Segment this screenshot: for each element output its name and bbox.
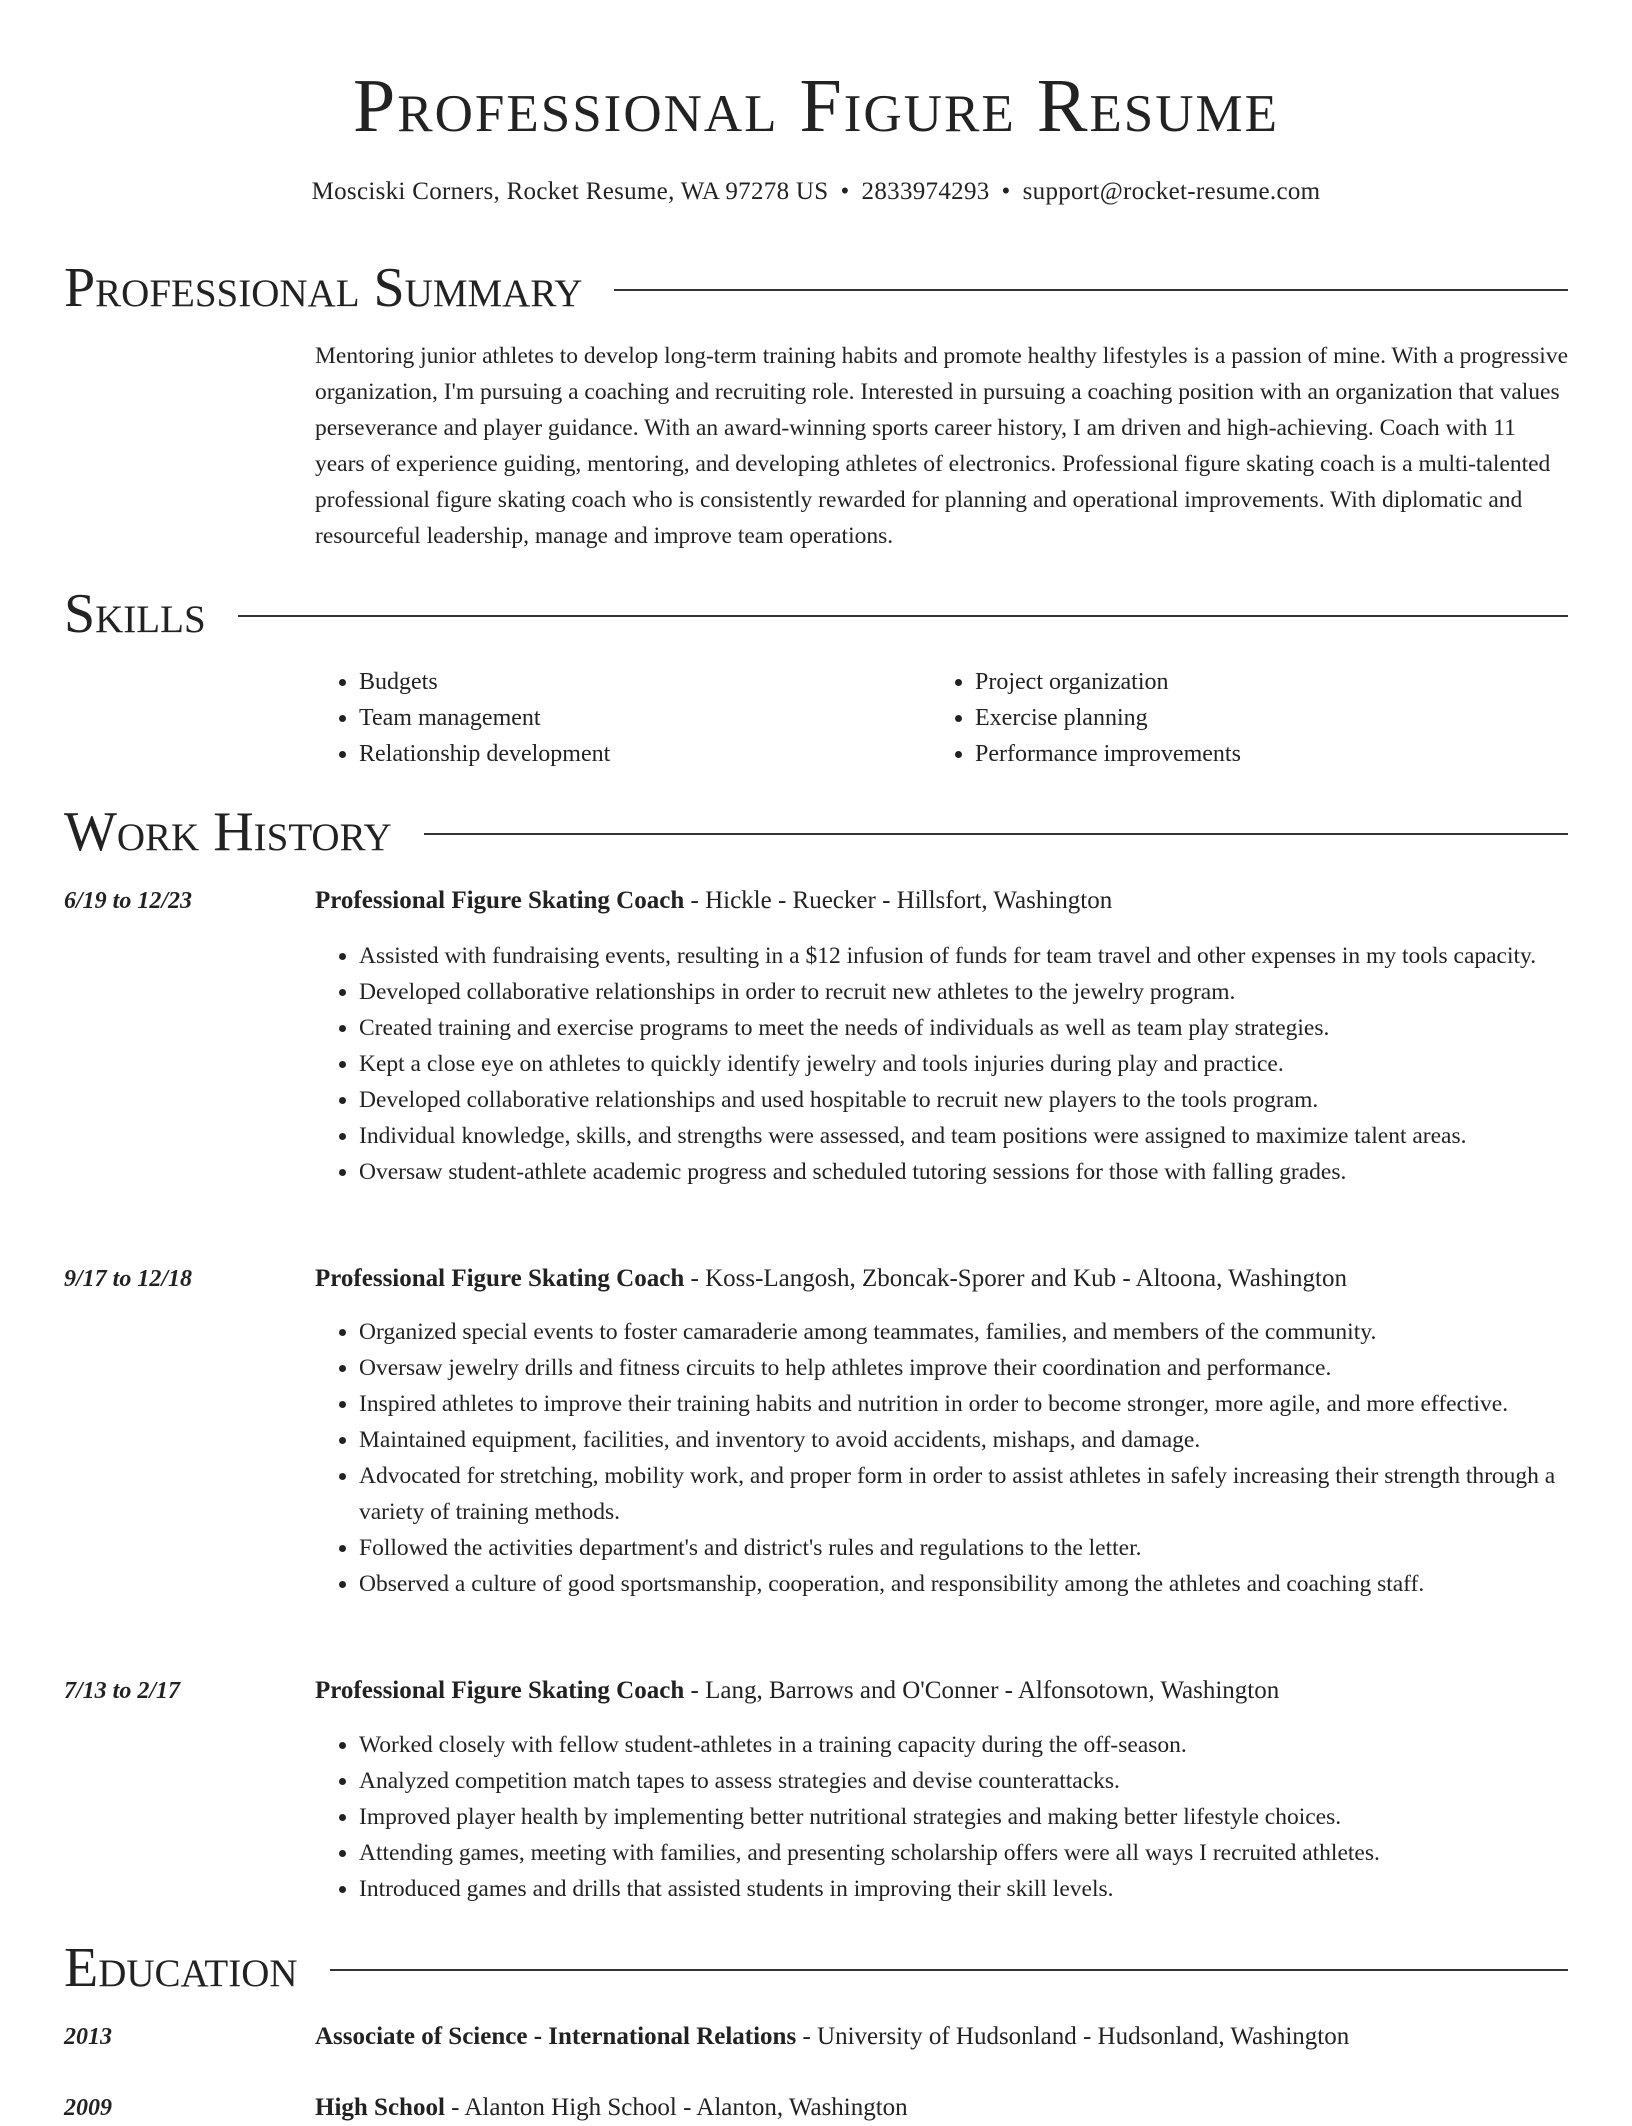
education-school: - University of Hudsonland - Hudsonland, Washington [796,2023,1350,2050]
job-bullets [315,1314,1612,1602]
contact-separator: • [1001,178,1011,205]
job-bullet: • Advocated for stretching, mobility work, and proper form in order to assist athletes in safely increasing their strength through a variety of training methods. [359,1458,1612,1530]
summary-heading: Professional Summary [64,257,583,319]
job-bullet: • Maintained equipment, facilities, and inventory to avoid accidents, mishaps, and damage. [359,1422,1612,1458]
education-entry [315,2019,1568,2055]
work-heading: Work History [64,801,392,863]
section-divider [614,289,1568,291]
job-bullet: • Followed the activities department's and district's rules and regulations to the letter. [359,1530,1612,1566]
job-employer: - Hickle - Ruecker - Hillsfort, Washington [684,887,1113,914]
job-bullet: • Organized special events to foster camaraderie among teammates, families, and members of the community. [359,1314,1612,1350]
job-bullet: • Worked closely with fellow student-athletes in a training capacity during the off-season. [359,1727,1612,1763]
job-bullet: • Improved player health by implementing better nutritional strategies and making better lifestyle choices. [359,1799,1612,1835]
job-title: Professional Figure Skating Coach [315,887,685,914]
contact-email: support@rocket-resume.com [1022,178,1321,205]
skill-item: • Performance improvements [975,736,1575,772]
contact-line [0,176,1632,208]
summary-section-header [64,256,1568,320]
section-divider [424,833,1568,835]
job-bullet: • Assisted with fundraising events, resulting in a $12 infusion of funds for team travel and other expenses in my tools capacity. [359,938,1612,974]
skill-item: • Exercise planning [975,700,1575,736]
skill-item: • Budgets [359,664,919,700]
job-bullet: • Kept a close eye on athletes to quickly identify jewelry and tools injuries during play and practice. [359,1046,1612,1082]
job-bullet: • Oversaw jewelry drills and fitness circuits to help athletes improve their coordination and performance. [359,1350,1612,1386]
skill-item: • Relationship development [359,736,919,772]
job-bullet: • Developed collaborative relationships in order to recruit new athletes to the jewelry program. [359,974,1612,1010]
job-title-line [315,883,1568,919]
job-title: Professional Figure Skating Coach [315,1677,685,1704]
skills-list-right [931,664,1575,772]
education-degree: Associate of Science - International Relations [315,2023,797,2050]
job-bullet: • Introduced games and drills that assisted students in improving their skill levels. [359,1871,1612,1907]
job-bullet: • Observed a culture of good sportsmanship, cooperation, and responsibility among the athletes and coaching staff. [359,1566,1612,1602]
education-year: 2009 [64,2095,112,2121]
education-degree: High School [315,2094,445,2121]
job-bullet: • Created training and exercise programs to meet the needs of individuals as well as team play strategies. [359,1010,1612,1046]
contact-address: Mosciski Corners, Rocket Resume, WA 97278 US [311,178,829,205]
section-divider [330,1969,1568,1971]
job-bullet: • Oversaw student-athlete academic progress and scheduled tutoring sessions for those with falling grades. [359,1154,1612,1190]
skill-item: • Project organization [975,664,1575,700]
job-dates: 9/17 to 12/18 [64,1266,193,1292]
summary-text: Mentoring junior athletes to develop long-term training habits and promote healthy lifestyles is a passion of mine. With a progressive organization, I'm pursuing a coaching and recruiting role. Interested in pursuing a coaching position with an organization that values perseverance and player guidance. With an award-winning sports career history, I am driven and high-achieving. Coach with 11 years of experience guiding, mentoring, and developing athletes of electronics. Professional figure skating coach is a multi-talented professional figure skating coach who is consistently rewarded for planning and operational improvements. With diplomatic and resourceful leadership, manage and improve team operations. [315,343,1568,549]
education-entry [315,2090,1568,2126]
resume-name: Professional Figure Resume [352,64,1280,148]
job-employer: - Koss-Langosh, Zboncak-Sporer and Kub - Altoona, Washington [684,1265,1347,1292]
education-school: - Alanton High School - Alanton, Washington [444,2094,908,2121]
education-year: 2013 [64,2024,112,2050]
work-section-header [64,800,1568,864]
job-bullet: • Inspired athletes to improve their training habits and nutrition in order to become stronger, more agile, and more effective. [359,1386,1612,1422]
job-bullet: • Analyzed competition match tapes to assess strategies and devise counterattacks. [359,1763,1612,1799]
education-section-header [64,1936,1568,2000]
contact-phone: 2833974293 [861,178,990,205]
education-heading: Education [64,1937,298,1999]
job-dates: 6/19 to 12/23 [64,888,193,914]
job-title-line [315,1673,1568,1709]
skills-section-header [64,582,1568,646]
job-bullet: • Attending games, meeting with families, and presenting scholarship offers were all ways I recruited athletes. [359,1835,1612,1871]
job-bullets [315,938,1612,1190]
job-title-line [315,1261,1568,1297]
contact-separator: • [840,178,850,205]
skills-list-left [315,664,919,772]
job-bullets [315,1727,1612,1907]
job-title: Professional Figure Skating Coach [315,1265,685,1292]
job-employer: - Lang, Barrows and O'Conner - Alfonsotown, Washington [684,1677,1280,1704]
job-bullet: • Developed collaborative relationships and used hospitable to recruit new players to the tools program. [359,1082,1612,1118]
skills-heading: Skills [64,583,206,645]
section-divider [238,615,1568,617]
job-dates: 7/13 to 2/17 [64,1678,181,1704]
job-bullet: • Individual knowledge, skills, and strengths were assessed, and team positions were assigned to maximize talent areas. [359,1118,1612,1154]
skill-item: • Team management [359,700,919,736]
